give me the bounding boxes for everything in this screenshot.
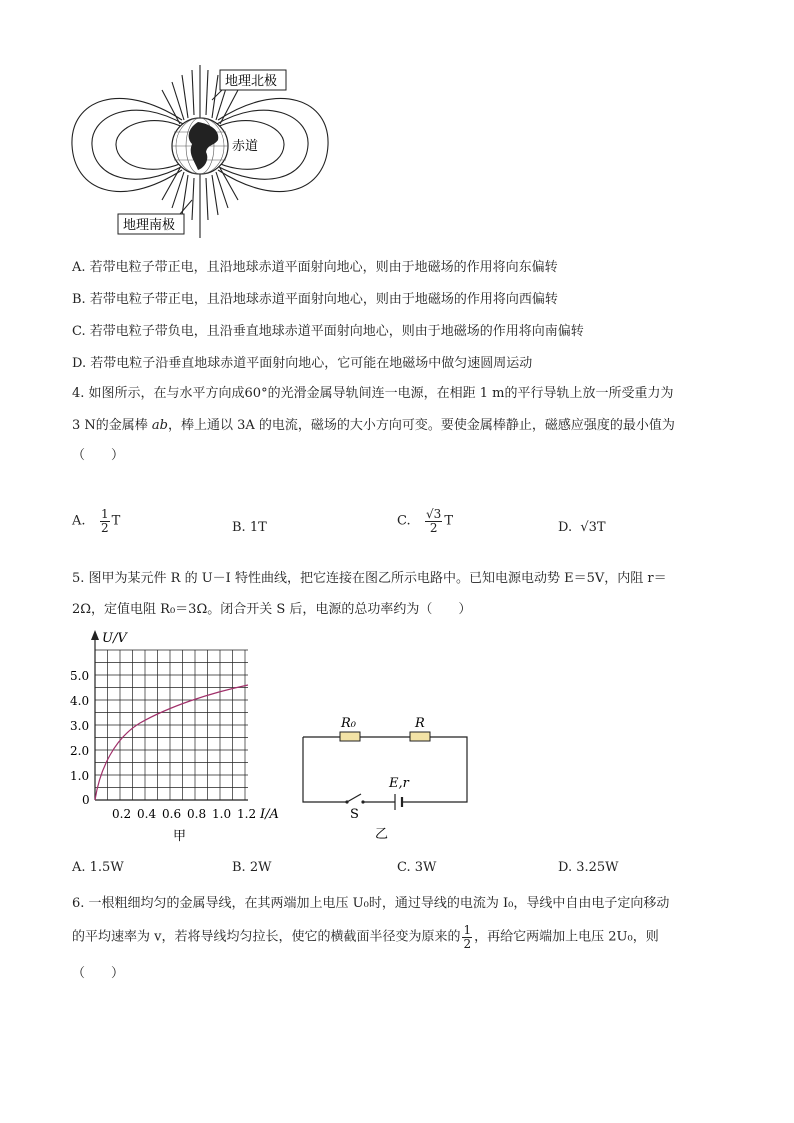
origin-label: 0	[82, 793, 90, 807]
q4-option-a: A. $\frac{1}{2}$ T	[72, 507, 121, 535]
r0-label: R₀	[341, 716, 356, 731]
q3-option-b: B. 若带电粒子带正电，且沿地球赤道平面射向地心，则由于地磁场的作用将向西偏转	[72, 292, 558, 307]
r-label: R	[415, 716, 425, 731]
fraction: $\frac{1}{2}$	[463, 923, 472, 951]
x-axis-label: I/A	[260, 807, 279, 822]
x-tick-label: 0.4	[137, 807, 157, 821]
q6-stem-line1: 6. 一根粗细均匀的金属导线，在其两端加上电压 U₀时，通过导线的电流为 I₀，导线中自由电子定向移动	[72, 896, 670, 911]
q6-stem-line2: 的平均速率为 v，若将导线均匀拉长，使它的横截面半径变为原来的 $\frac{1}{2}$ ，再给它两端加上电压 2U₀，则	[72, 923, 659, 951]
south-pole-label: 地理南极	[123, 218, 176, 233]
y-tick-label: 2.0	[70, 744, 90, 758]
q3-option-d: D. 若带电粒子沿垂直地球赤道平面射向地心，它可能在地磁场中做匀速圆周运动	[72, 356, 533, 371]
x-tick-label: 0.6	[162, 807, 182, 821]
q4-stem-line1: 4. 如图所示，在与水平方向成60°的光滑金属导轨间连一电源，在相距 1 m的平行导轨上放一所受重力为	[72, 386, 674, 401]
q4-option-d: D. √3T	[558, 520, 606, 535]
graph-caption: 甲	[173, 829, 187, 844]
q5-option-a: A. 1.5W	[72, 860, 124, 875]
q4-option-c: C. $\frac{√3}{2}$ T	[397, 507, 453, 535]
q6-answer-paren: （ ）	[72, 966, 125, 981]
q5-option-c: C. 3W	[397, 860, 437, 875]
y-axis-label: U/V	[102, 631, 127, 646]
q5-option-d: D. 3.25W	[558, 860, 619, 875]
u-i-graph	[70, 628, 295, 846]
u-i-curve	[95, 685, 248, 800]
equator-label: 赤道	[232, 139, 259, 154]
y-tick-label: 4.0	[70, 694, 90, 708]
q4-option-b: B. 1T	[232, 520, 267, 535]
x-tick-label: 1.0	[212, 807, 232, 821]
x-tick-label: 0.8	[187, 807, 207, 821]
q3-option-a: A. 若带电粒子带正电，且沿地球赤道平面射向地心，则由于地磁场的作用将向东偏转	[72, 260, 558, 275]
q4-stem-line2: 3 N的金属棒 ab，棒上通以 3A 的电流，磁场的大小方向可变。要使金属棒静止，磁感应强度的最小值为	[72, 418, 675, 433]
q5-option-b: B. 2W	[232, 860, 272, 875]
circuit-caption: 乙	[375, 827, 389, 842]
y-tick-label: 1.0	[70, 769, 90, 783]
q4-answer-paren: （ ）	[72, 448, 125, 463]
north-pole-label: 地理北极	[225, 74, 278, 89]
q3-option-c: C. 若带电粒子带负电，且沿垂直地球赤道平面射向地心，则由于地磁场的作用将向南偏转	[72, 324, 584, 339]
x-tick-label: 1.2	[237, 807, 257, 821]
q5-stem-line2: 2Ω，定值电阻 R₀＝3Ω。闭合开关 S 后，电源的总功率约为（ ）	[72, 602, 472, 617]
q5-stem-line1: 5. 图甲为某元件 R 的 U－I 特性曲线，把它连接在图乙所示电路中。已知电源电动势 E＝5V，内阻 r＝	[72, 571, 667, 586]
x-tick-label: 0.2	[112, 807, 132, 821]
y-tick-label: 5.0	[70, 669, 90, 683]
source-label: E,r	[389, 776, 409, 791]
circuit-diagram	[295, 712, 475, 844]
y-tick-label: 3.0	[70, 719, 90, 733]
earth-magnetic-field-figure	[60, 60, 340, 245]
switch-label: S	[350, 807, 359, 822]
fraction: $\frac{√3}{2}$	[426, 507, 442, 535]
fraction: $\frac{1}{2}$	[100, 507, 109, 535]
